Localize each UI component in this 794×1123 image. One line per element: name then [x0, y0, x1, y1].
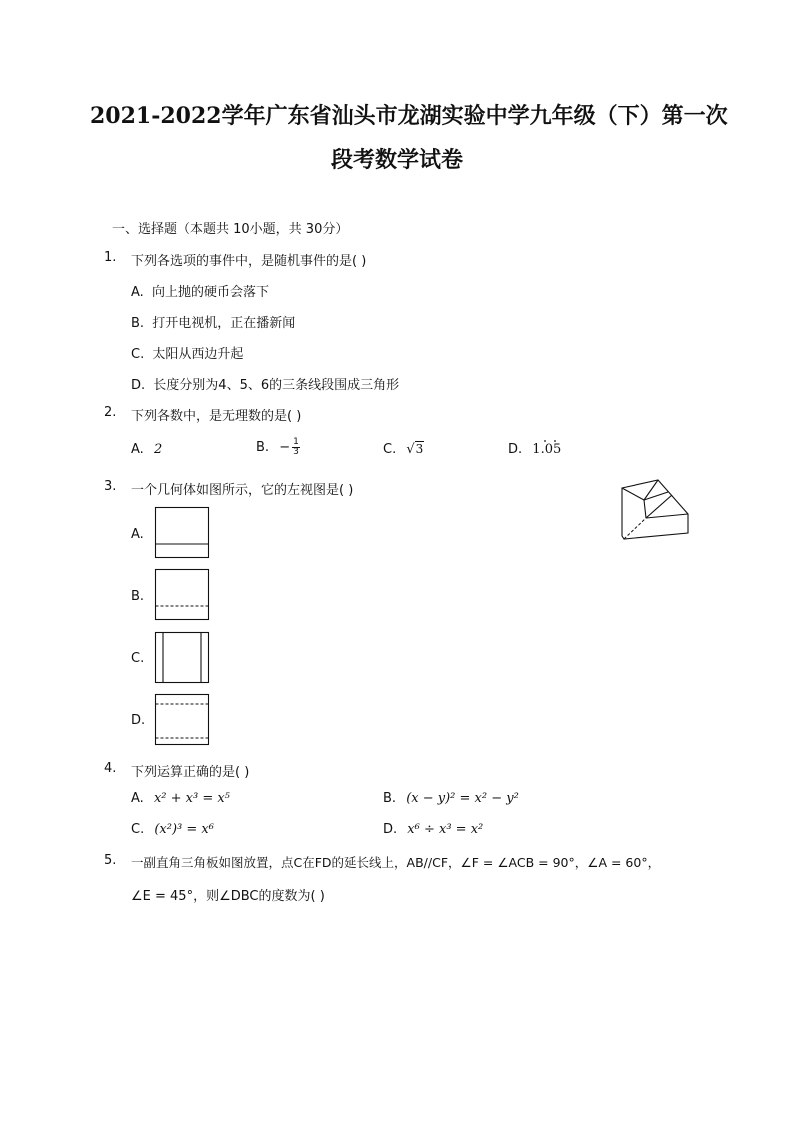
minus-sign: − [279, 440, 291, 455]
option-label: D. [383, 822, 398, 837]
option-text: 长度分别为4、5、6的三条线段围成三角形 [153, 378, 400, 393]
option-label: B. [256, 440, 270, 455]
option-text: 向上抛的硬币会落下 [151, 285, 269, 300]
question-2-option-c [383, 442, 424, 457]
question-1-number: 1. [104, 250, 117, 265]
question-3-number: 3. [104, 479, 117, 494]
question-5-text-continued: ∠E = 45°，则∠DBC的度数为( ) [131, 889, 325, 904]
left-view-option-a [155, 507, 209, 558]
question-3-option-a-label: A. [131, 527, 144, 542]
option-text: 2 [153, 442, 163, 457]
question-4-option-c [131, 822, 214, 837]
left-view-option-c [155, 632, 209, 683]
option-label: B. [131, 316, 145, 331]
question-3-option-c-label: C. [131, 651, 145, 666]
option-label: C. [383, 442, 397, 457]
question-1-option-a [131, 281, 269, 300]
square-root [406, 442, 424, 457]
radical-sign-icon: √ [406, 442, 415, 457]
repeating-decimal [532, 442, 561, 457]
question-4-option-a [131, 791, 230, 806]
repeating-dots-icon [542, 439, 562, 443]
fraction-denominator: 3 [293, 447, 299, 457]
question-1-option-c [131, 343, 243, 362]
left-view-option-d [155, 694, 209, 745]
question-2-option-b [256, 438, 300, 457]
option-label: A. [131, 442, 144, 457]
section-heading: 一、选择题（本题共 10小题，共 30分） [112, 222, 349, 237]
option-label: C. [131, 347, 145, 362]
option-text: 打开电视机，正在播新闻 [152, 316, 296, 331]
option-label: B. [383, 791, 397, 806]
option-text: 太阳从西边升起 [152, 347, 244, 362]
exam-title-line2: 段考数学试卷 [330, 147, 463, 173]
option-label: C. [131, 822, 145, 837]
option-formula: x² + x³ = x⁵ [153, 791, 230, 806]
question-3-option-d-label: D. [131, 713, 146, 728]
radicand: 3 [415, 442, 424, 456]
question-1-option-d [131, 374, 399, 393]
question-2-option-d [508, 442, 561, 457]
fraction [292, 438, 300, 457]
option-formula: (x − y)² = x² − y² [406, 791, 519, 806]
exam-title-line1: 2021-2022学年广东省汕头市龙湖实验中学九年级（下）第一次 [90, 103, 728, 129]
question-1-text: 下列各选项的事件中，是随机事件的是( ) [131, 254, 367, 269]
option-label: D. [131, 378, 146, 393]
option-label: A. [131, 285, 144, 300]
fraction-numerator: 1 [293, 437, 299, 447]
question-4-text: 下列运算正确的是( ) [131, 765, 250, 780]
option-formula: x⁶ ÷ x³ = x² [407, 822, 484, 837]
question-2-text: 下列各数中，是无理数的是( ) [131, 409, 302, 424]
option-label: A. [131, 791, 144, 806]
question-2-number: 2. [104, 405, 117, 420]
solid-figure-diagram [620, 478, 692, 542]
question-3-text: 一个几何体如图所示，它的左视图是( ) [131, 483, 354, 498]
question-1-option-b [131, 312, 295, 331]
question-4-option-d [383, 822, 483, 837]
option-label: D. [508, 442, 523, 457]
left-view-option-b [155, 569, 209, 620]
question-4-option-b [383, 791, 519, 806]
question-3-option-b-label: B. [131, 589, 145, 604]
question-4-number: 4. [104, 761, 117, 776]
question-2-option-a [131, 442, 162, 457]
question-5-text: 一副直角三角板如图放置，点C在FD的延长线上，AB//CF，∠F = ∠ACB = 90°，∠A = 60°， [131, 855, 661, 870]
question-5-number: 5. [104, 853, 117, 868]
decimal-value: 1.05 [532, 442, 562, 457]
option-formula: (x²)³ = x⁶ [154, 822, 214, 837]
